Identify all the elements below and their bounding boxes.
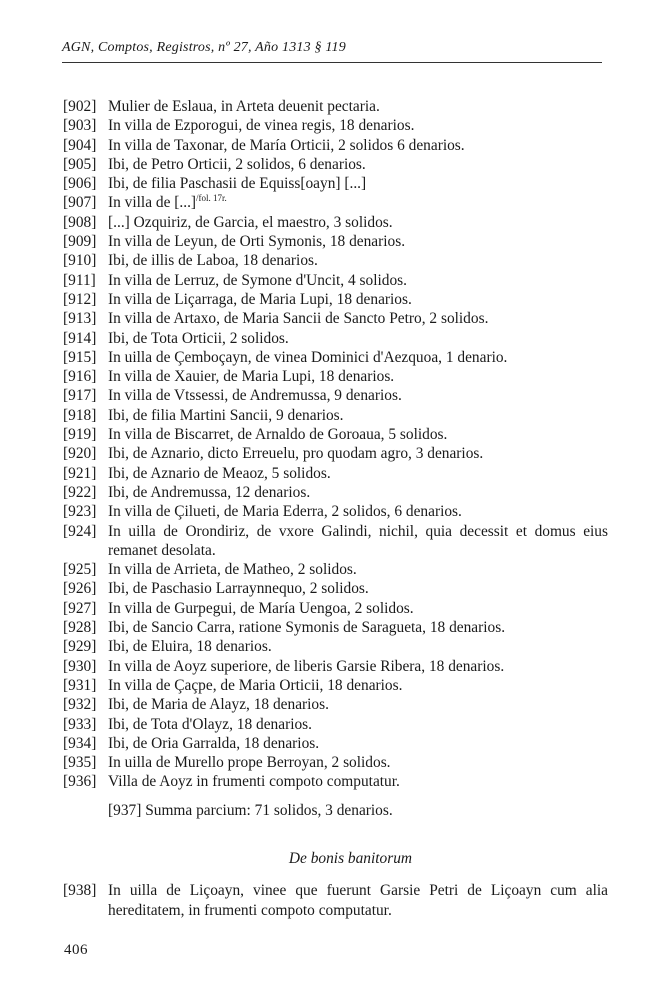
entry-text: In villa de Leyun, de Orti Symonis, 18 denarios. — [108, 233, 406, 251]
entry-text: Ibi, de filia Martini Sancii, 9 denarios. — [108, 406, 344, 424]
entry-text: In villa de Aoyz superiore, de liberis Garsie Ribera, 18 denarios. — [108, 657, 505, 675]
entry-text: Ibi, de Aznario, dicto Erreuelu, pro quodam agro, 3 denarios. — [108, 445, 484, 463]
entry-number: [908] — [63, 213, 97, 231]
running-header: AGN, Comptos, Registros, nº 27, Año 1313 § 119 — [62, 40, 346, 55]
entry-926 — [63, 579, 608, 598]
entry-902 — [63, 97, 608, 116]
header-rule — [62, 62, 602, 63]
summary-line — [63, 801, 608, 820]
entry-text: In uilla de Çemboçayn, de vinea Dominici d'Aezquoa, 1 denario. — [108, 348, 508, 366]
entry-935 — [63, 753, 608, 772]
entry-938 — [63, 881, 608, 920]
entry-913 — [63, 309, 608, 328]
entry-text: In villa de Liçarraga, de Maria Lupi, 18 denarios. — [108, 290, 412, 308]
entry-text: Ibi, de filia Paschasii de Equiss[oayn] [...] — [108, 175, 367, 193]
entry-number: [921] — [63, 464, 97, 482]
entry-number: [929] — [63, 638, 97, 656]
entry-number: [909] — [63, 233, 97, 251]
entry-text: In villa de Çaçpe, de Maria Orticii, 18 denarios. — [108, 676, 403, 694]
entry-908 — [63, 213, 608, 232]
entry-number: [919] — [63, 426, 97, 444]
summary-number: [937] — [108, 801, 142, 819]
entry-text-with-folio — [108, 193, 608, 212]
entry-text: Ibi, de Oria Garralda, 18 denarios. — [108, 734, 320, 752]
entry-number: [932] — [63, 696, 97, 714]
entry-933 — [63, 715, 608, 734]
entry-903 — [63, 116, 608, 135]
entry-text: Ibi, de Sancio Carra, ratione Symonis de Saragueta, 18 denarios. — [108, 619, 506, 637]
entry-925 — [63, 560, 608, 579]
entry-number: [904] — [63, 136, 97, 154]
entry-906 — [63, 174, 608, 193]
entry-number: [928] — [63, 619, 97, 637]
entry-number: [923] — [63, 503, 97, 521]
entry-910 — [63, 251, 608, 270]
entry-text: In villa de Vtssessi, de Andremussa, 9 denarios. — [108, 387, 402, 405]
entry-text: Ibi, de Tota Orticii, 2 solidos. — [108, 329, 289, 347]
entry-924 — [63, 522, 608, 561]
entry-918 — [63, 406, 608, 425]
entry-number: [927] — [63, 599, 97, 617]
entry-number: [933] — [63, 715, 97, 733]
entry-text: Ibi, de Andremussa, 12 denarios. — [108, 483, 311, 501]
entry-text: Villa de Aoyz in frumenti compoto computatur. — [108, 773, 400, 791]
entry-text: In villa de Xauier, de Maria Lupi, 18 denarios. — [108, 368, 395, 386]
entry-text: In uilla de Liçoayn, vinee que fuerunt Garsie Petri de Liçoayn cum alia hereditatem, in frumenti compoto computatur. — [108, 882, 608, 919]
entry-number: [925] — [63, 561, 97, 579]
entry-917 — [63, 386, 608, 405]
entry-923 — [63, 502, 608, 521]
entry-919 — [63, 425, 608, 444]
entry-text: In villa de Arrieta, de Matheo, 2 solidos. — [108, 561, 357, 579]
entry-934 — [63, 734, 608, 753]
entry-904 — [63, 136, 608, 155]
entry-number: [903] — [63, 117, 97, 135]
page-number: 406 — [64, 942, 88, 958]
entry-number: [926] — [63, 580, 97, 598]
entry-928 — [63, 618, 608, 637]
entry-911 — [63, 271, 608, 290]
entry-number: [914] — [63, 329, 97, 347]
entry-931 — [63, 676, 608, 695]
entry-number: [916] — [63, 368, 97, 386]
entry-number: [920] — [63, 445, 97, 463]
entry-number: [922] — [63, 483, 97, 501]
entry-907 — [63, 193, 608, 212]
entry-932 — [63, 695, 608, 714]
entry-text: Ibi, de illis de Laboa, 18 denarios. — [108, 252, 318, 270]
entry-number: [917] — [63, 387, 97, 405]
entry-text: In villa de Lerruz, de Symone d'Uncit, 4 solidos. — [108, 271, 407, 289]
entry-text: Ibi, de Petro Orticii, 2 solidos, 6 denarios. — [108, 155, 366, 173]
entry-text: In villa de Çilueti, de Maria Ederra, 2 solidos, 6 denarios. — [108, 503, 462, 521]
entry-text: In villa de Artaxo, de Maria Sancii de Sancto Petro, 2 solidos. — [108, 310, 489, 328]
entry-929 — [63, 637, 608, 656]
entry-914 — [63, 329, 608, 348]
entry-909 — [63, 232, 608, 251]
entry-text: In villa de Ezporogui, de vinea regis, 18 denarios. — [108, 117, 415, 135]
entry-922 — [63, 483, 608, 502]
entry-text: In villa de Gurpegui, de María Uengoa, 2 solidos. — [108, 599, 414, 617]
entry-text: In uilla de Orondiriz, de vxore Galindi, nichil, quia decessit et domus eius remanet desolata. — [108, 522, 608, 559]
entry-number: [911] — [63, 271, 96, 289]
entry-text: In uilla de Murello prope Berroyan, 2 solidos. — [108, 754, 391, 772]
entry-916 — [63, 367, 608, 386]
entry-text: In villa de Biscarret, de Arnaldo de Goroaua, 5 solidos. — [108, 426, 448, 444]
entry-number: [906] — [63, 175, 97, 193]
entry-number: [913] — [63, 310, 97, 328]
entry-number: [938] — [63, 882, 97, 900]
entry-number: [907] — [63, 194, 97, 212]
entry-936 — [63, 772, 608, 791]
entry-text: Ibi, de Eluira, 18 denarios. — [108, 638, 272, 656]
entry-number: [935] — [63, 754, 97, 772]
entry-number: [910] — [63, 252, 97, 270]
entry-921 — [63, 464, 608, 483]
entry-912 — [63, 290, 608, 309]
entry-text: Mulier de Eslaua, in Arteta deuenit pectaria. — [108, 98, 380, 115]
entry-905 — [63, 155, 608, 174]
entry-text: Ibi, de Paschasio Larraynnequo, 2 solidos. — [108, 580, 369, 598]
entry-number: [931] — [63, 676, 97, 694]
entry-text: In villa de Taxonar, de María Orticii, 2 solidos 6 denarios. — [108, 136, 465, 154]
entry-number: [930] — [63, 657, 97, 675]
section-heading: De bonis banitorum — [288, 849, 413, 867]
entry-text: Ibi, de Aznario de Meaoz, 5 solidos. — [108, 464, 331, 482]
entry-list — [63, 97, 608, 920]
entry-number: [915] — [63, 348, 97, 366]
entry-number: [905] — [63, 155, 97, 173]
entry-number: [936] — [63, 773, 97, 791]
entry-number: [924] — [63, 522, 97, 540]
entry-text: [...] Ozquiriz, de Garcia, el maestro, 3 solidos. — [108, 213, 393, 231]
entry-text: In villa de [...] — [108, 194, 197, 212]
summary-text: Summa parcium: 71 solidos, 3 denarios. — [145, 801, 393, 819]
entry-number: [918] — [63, 406, 97, 424]
entry-927 — [63, 599, 608, 618]
entry-930 — [63, 657, 608, 676]
entry-915 — [63, 348, 608, 367]
entry-920 — [63, 444, 608, 463]
entry-number: [934] — [63, 734, 97, 752]
entry-number: [902] — [63, 98, 97, 115]
entry-text: Ibi, de Tota d'Olayz, 18 denarios. — [108, 715, 313, 733]
entry-text: Ibi, de Maria de Alayz, 18 denarios. — [108, 696, 329, 714]
folio-note: /fol. 17r. — [196, 193, 227, 204]
entry-number: [912] — [63, 290, 97, 308]
